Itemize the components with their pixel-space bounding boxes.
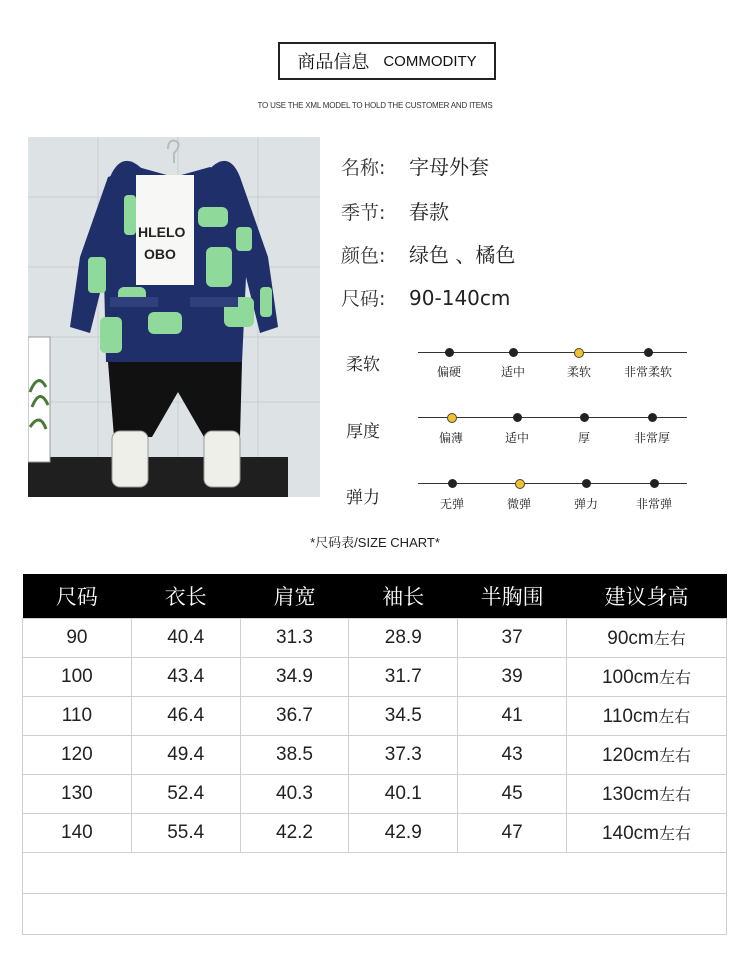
rating-option: 无弹 xyxy=(439,497,465,511)
cell-sleeve: 40.1 xyxy=(349,775,458,814)
empty-cell xyxy=(23,853,727,894)
cell-height xyxy=(567,658,727,697)
cell-size: 100 xyxy=(23,658,132,697)
cell-size: 120 xyxy=(23,736,132,775)
rating-option: 非常厚 xyxy=(633,431,671,445)
table-row xyxy=(23,619,727,658)
rating-dot-selected xyxy=(574,348,584,358)
cell-size: 90 xyxy=(23,619,132,658)
size-chart-caption: *尺码表/SIZE CHART* xyxy=(310,535,440,550)
cell-height xyxy=(567,775,727,814)
header-cell: 尺码 xyxy=(23,574,132,619)
info-value: 春款 xyxy=(409,200,450,224)
height-suffix: 左右 xyxy=(659,668,692,687)
height-value: 90cm xyxy=(607,628,654,649)
rating-option: 适中 xyxy=(500,365,526,379)
cell-sleeve: 28.9 xyxy=(349,619,458,658)
header-cell: 建议身高 xyxy=(567,574,727,619)
size-chart-header-row xyxy=(23,574,727,619)
rating-option: 弹力 xyxy=(573,497,599,511)
rating-dot xyxy=(650,479,659,488)
empty-row xyxy=(23,894,727,935)
cell-size: 130 xyxy=(23,775,132,814)
table-row xyxy=(23,736,727,775)
cell-length: 55.4 xyxy=(131,814,240,853)
rating-label: 厚度 xyxy=(346,422,380,442)
info-row-color xyxy=(341,239,515,268)
rating-dot xyxy=(582,479,591,488)
rating-option: 偏硬 xyxy=(436,365,462,379)
rating-label: 弹力 xyxy=(346,488,380,508)
cell-length: 43.4 xyxy=(131,658,240,697)
height-suffix: 左右 xyxy=(659,785,692,804)
product-photo xyxy=(28,137,320,497)
rating-elasticity xyxy=(341,483,701,533)
info-value: 90-140cm xyxy=(409,286,511,310)
rating-dot-selected xyxy=(515,479,525,489)
rating-option: 适中 xyxy=(504,431,530,445)
empty-row xyxy=(23,853,727,894)
height-suffix: 左右 xyxy=(653,629,686,648)
shirt-print-line1: HLELO xyxy=(138,224,186,240)
rating-option: 非常弹 xyxy=(635,497,673,511)
cell-shoulder: 38.5 xyxy=(240,736,349,775)
rating-dot xyxy=(648,413,657,422)
shirt-print-line2: OBO xyxy=(144,246,176,262)
rating-dot xyxy=(644,348,653,357)
cell-length: 49.4 xyxy=(131,736,240,775)
cell-length: 52.4 xyxy=(131,775,240,814)
cell-height xyxy=(567,619,727,658)
rating-option: 柔软 xyxy=(566,365,592,379)
table-row xyxy=(23,775,727,814)
rating-option: 微弹 xyxy=(506,497,532,511)
cell-chest: 39 xyxy=(458,658,567,697)
header-cell: 肩宽 xyxy=(240,574,349,619)
info-label: 尺码: xyxy=(341,288,386,310)
table-row xyxy=(23,658,727,697)
info-value: 绿色 、橘色 xyxy=(409,243,516,267)
info-row-name xyxy=(341,151,489,180)
rating-dot-selected xyxy=(447,413,457,423)
cell-chest: 43 xyxy=(458,736,567,775)
height-value: 110cm xyxy=(602,706,659,727)
rating-option: 偏薄 xyxy=(438,431,464,445)
rating-option: 厚 xyxy=(577,431,591,445)
cell-chest: 47 xyxy=(458,814,567,853)
cell-shoulder: 36.7 xyxy=(240,697,349,736)
height-suffix: 左右 xyxy=(658,707,691,726)
rating-dot xyxy=(580,413,589,422)
header-cell: 衣长 xyxy=(131,574,240,619)
cell-shoulder: 31.3 xyxy=(240,619,349,658)
table-row xyxy=(23,814,727,853)
height-suffix: 左右 xyxy=(659,824,692,843)
section-title-cn: 商品信息 xyxy=(297,52,370,73)
cell-length: 46.4 xyxy=(131,697,240,736)
rating-softness xyxy=(341,350,701,400)
cell-chest: 41 xyxy=(458,697,567,736)
height-value: 120cm xyxy=(601,745,659,766)
cell-sleeve: 42.9 xyxy=(349,814,458,853)
rating-option: 非常柔软 xyxy=(623,365,673,379)
product-photo-illustration xyxy=(28,137,320,497)
rating-dot xyxy=(448,479,457,488)
size-chart-table xyxy=(22,574,727,935)
table-row xyxy=(23,697,727,736)
cell-chest: 37 xyxy=(458,619,567,658)
height-suffix: 左右 xyxy=(659,746,692,765)
rating-dot xyxy=(509,348,518,357)
empty-cell xyxy=(23,894,727,935)
section-title-en: COMMODITY xyxy=(383,52,477,70)
cell-shoulder: 40.3 xyxy=(240,775,349,814)
cell-sleeve: 37.3 xyxy=(349,736,458,775)
header-cell: 袖长 xyxy=(349,574,458,619)
info-label: 名称: xyxy=(341,157,386,179)
section-title-box xyxy=(278,42,496,80)
cell-height xyxy=(567,697,727,736)
rating-scale-line xyxy=(418,483,687,484)
info-label: 颜色: xyxy=(341,245,386,267)
cell-shoulder: 34.9 xyxy=(240,658,349,697)
cell-shoulder: 42.2 xyxy=(240,814,349,853)
rating-dot xyxy=(445,348,454,357)
info-label: 季节: xyxy=(341,202,386,224)
section-subtitle: TO USE THE XML MODEL TO HOLD THE CUSTOMER AND ITEMS xyxy=(257,101,493,110)
cell-sleeve: 31.7 xyxy=(349,658,458,697)
rating-scale-line xyxy=(418,417,687,418)
cell-height xyxy=(567,814,727,853)
cell-height xyxy=(567,736,727,775)
info-row-season xyxy=(341,196,449,225)
height-value: 140cm xyxy=(601,823,659,844)
height-value: 130cm xyxy=(601,784,659,805)
info-row-size xyxy=(341,284,510,311)
rating-thickness xyxy=(341,417,701,467)
cell-chest: 45 xyxy=(458,775,567,814)
header-cell: 半胸围 xyxy=(458,574,567,619)
cell-size: 140 xyxy=(23,814,132,853)
info-value: 字母外套 xyxy=(409,155,490,179)
cell-length: 40.4 xyxy=(131,619,240,658)
rating-label: 柔软 xyxy=(346,355,380,375)
rating-dot xyxy=(513,413,522,422)
height-value: 100cm xyxy=(601,667,659,688)
cell-size: 110 xyxy=(23,697,132,736)
cell-sleeve: 34.5 xyxy=(349,697,458,736)
